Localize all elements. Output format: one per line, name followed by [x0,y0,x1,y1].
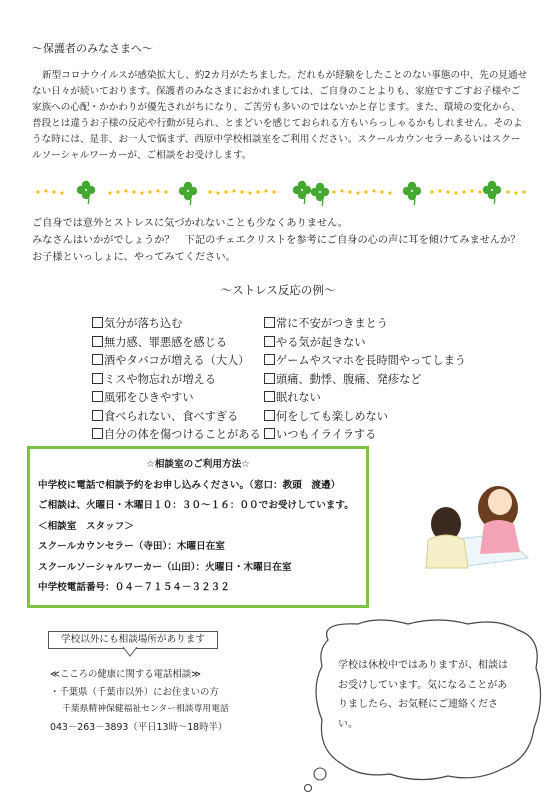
checklist-row [92,408,512,427]
checkbox[interactable] [264,428,275,439]
intro-paragraph: 新型コロナウイルスが感染拡大し、約2カ月がたちました。だれもが経験をしたことのない事態の中、先の見通せない日々が続いております。保護者のみなさまにおかれましては、ご自身のことよりも、家庭ですごすお子様やご家族への心配・かかわりが優先されがちになり、ご苦労も多いのではないかと存じます。また、環境の変化から、普段とは違うお子様の反応や行動が見られ、とまどいを感じておられる方もいらっしゃるかもしれません。そのような時には、是非、お一人で悩まず、西原中学校相談室をご利用ください。スクールカウンセラーあるいはスクールソーシャルワーカーが、ご相談をお受けします。 [32,70,528,161]
checklist-item[interactable]: 常に不安がつきまとう [264,315,388,334]
checklist-item[interactable]: 食べられない、食べすぎる [92,408,264,427]
checklist-item[interactable]: ゲームやスマホを長時間やってしまう [264,352,466,371]
checkbox[interactable] [264,336,275,347]
clover-divider [30,178,530,208]
checkbox[interactable] [264,317,275,328]
other-counseling-label: 学校以外にも相談場所があります [48,631,218,649]
helpline-header: ≪こころの健康に関する電話相談≫ [50,669,201,680]
bubble-message: 学校は休校中ではありますが、相談はお受けしています。気になることがありましたら、お気軽にご連絡ください。 [338,660,508,730]
checkbox[interactable] [264,410,275,421]
consultation-line: スクールソーシャルワーカー（山田）：火曜日・木曜日在室 [38,561,292,573]
school-phone-number: 中学校電話番号：０４－７１５４－３２３２ [38,582,230,593]
consultation-line: ＜相談室 スタッフ＞ [38,520,134,532]
stress-checklist [92,315,512,445]
checklist-row [92,334,512,353]
consultation-line: ご相談は、火曜日・木曜日１０：３０～１６：００でお受けしています。 [38,500,354,511]
checklist-row [92,315,512,334]
checkbox[interactable] [92,317,103,328]
consultation-line: スクールカウンセラー（寺田）：木曜日在室 [38,541,225,552]
checklist-item[interactable]: 風邪をひきやすい [92,389,264,408]
checkbox[interactable] [264,354,275,365]
checkbox[interactable] [92,391,103,402]
checklist-item[interactable]: 気分が落ち込む [92,315,264,334]
checklist-item[interactable]: いつもイライラする [264,426,376,445]
lead-line: みなさんはいかがでしょうか？ 下記のチェエクリストを参考にご自身の心の声に耳を傾けてみませんか？ [32,235,521,246]
checkbox[interactable] [92,410,103,421]
stress-title: ～ストレス反応の例～ [220,283,336,297]
checkbox[interactable] [92,373,103,384]
checkbox[interactable] [92,354,103,365]
lead-line: ご自身では意外とストレスに気づかれないことも少なくありません。 [32,218,349,229]
checklist-row [92,371,512,390]
dot-row [36,189,525,194]
checklist-item[interactable]: 自分の体を傷つけることがある [92,426,264,445]
checklist-item[interactable]: 眠れない [264,389,321,408]
helpline-phone: 043－263－3893（平日13時～18時半） [50,721,228,733]
lead-text [32,215,532,266]
consultation-line: 中学校に電話で相談予約をお申し込みください。（窓口：教頭 渡邉） [38,479,341,491]
checklist-item[interactable]: やる気が起きない [264,334,366,353]
checklist-item[interactable]: 酒やタバコが増える（大人） [92,352,264,371]
counseling-illustration [418,472,534,578]
checkbox[interactable] [92,428,103,439]
checklist-item[interactable]: 頭痛、動悸、腹痛、発疹など [264,371,421,390]
checklist-item[interactable]: ミスや物忘れが増える [92,371,264,390]
checklist-item[interactable]: 無力感、罪悪感を感じる [92,334,264,353]
checkbox[interactable] [264,391,275,402]
lead-line: お子様といっしょに、やってみてください。 [32,252,236,263]
consultation-title: ☆相談室のご利用方法☆ [146,459,250,470]
helpline-line: 千葉県精神保健福祉センター相談専用電話 [62,704,229,714]
checkbox[interactable] [264,373,275,384]
helpline-info [50,666,229,736]
checklist-row [92,389,512,408]
consultation-box [27,446,369,608]
checklist-item[interactable]: 何をしても楽しめない [264,408,388,427]
checklist-row [92,352,512,371]
checklist-row [92,426,512,445]
greeting-heading: ～保護者のみなさまへ～ [32,42,153,55]
helpline-line: ・千葉県（千葉市以外）にお住まいの方 [50,686,219,698]
label-pointer [122,647,138,657]
checkbox[interactable] [92,336,103,347]
